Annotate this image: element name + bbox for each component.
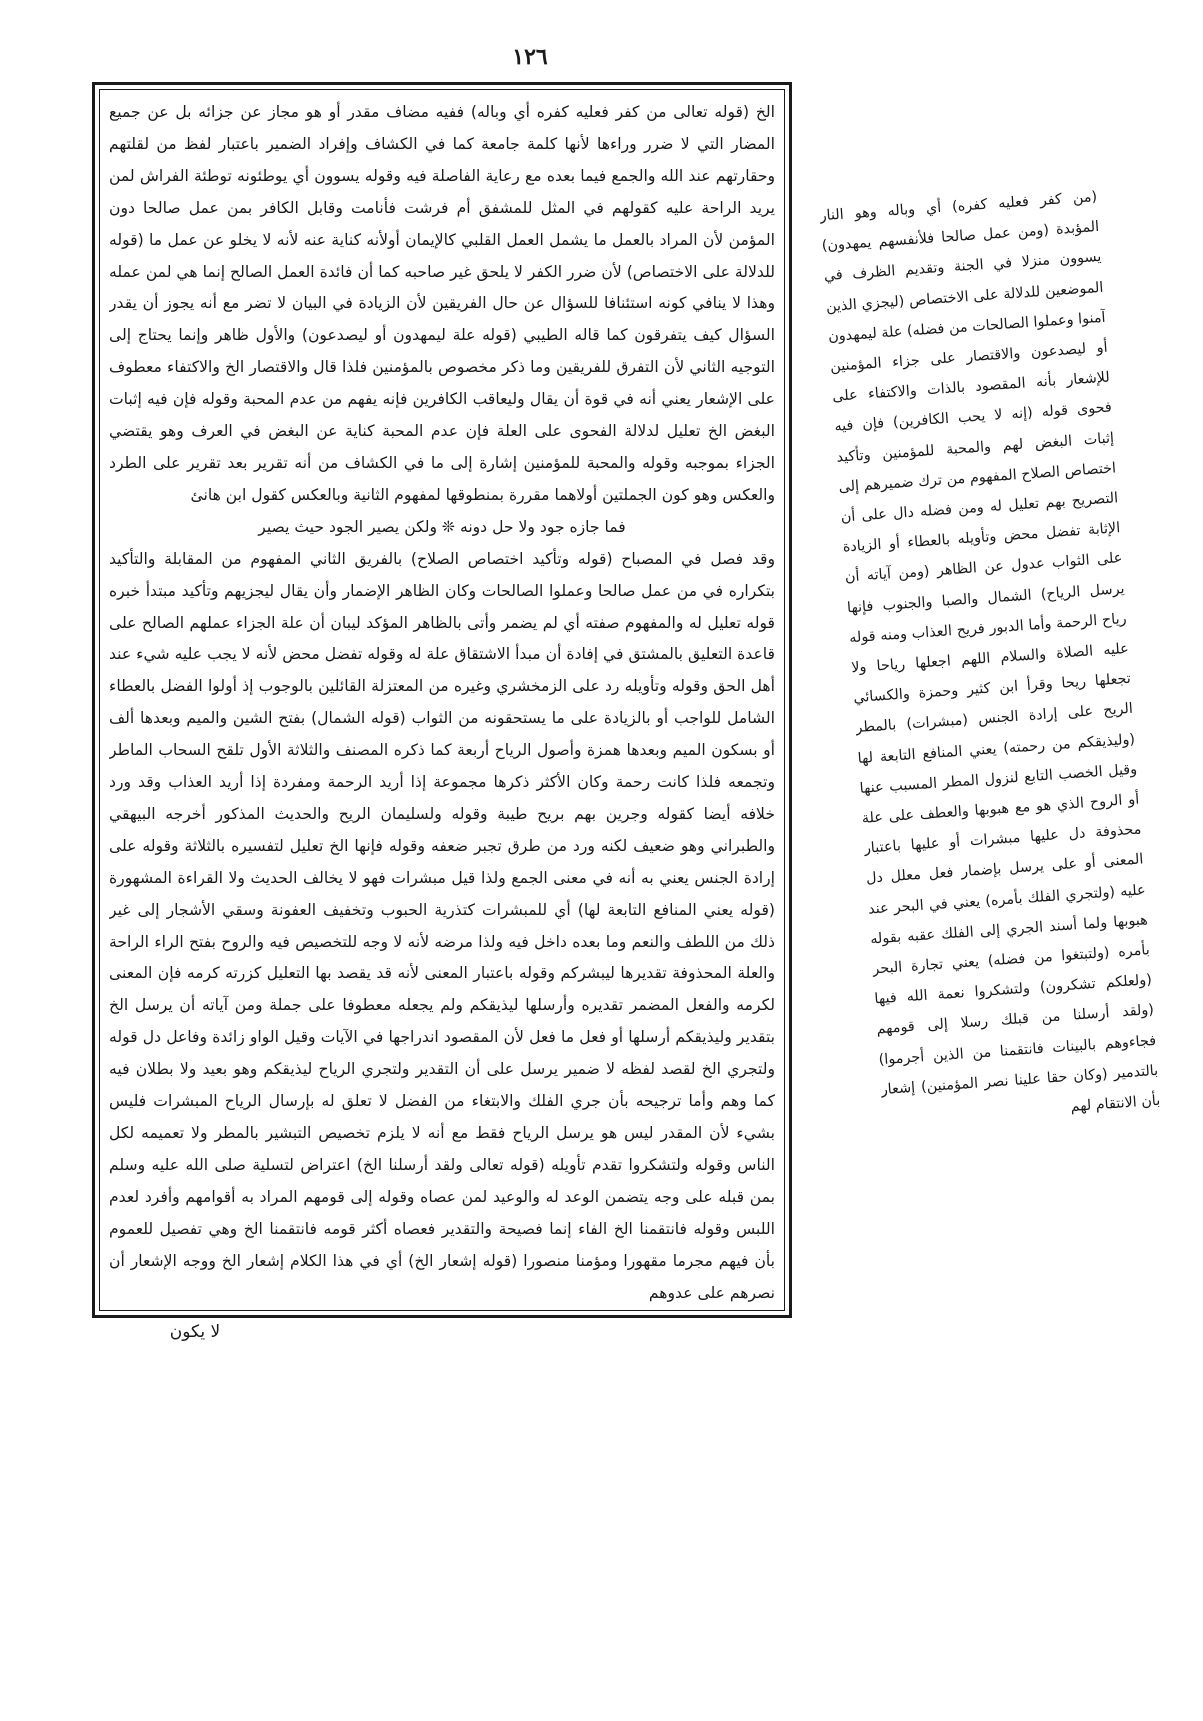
commentary-paragraph-2: وقد فصل في المصباح (قوله وتأكيد اختصاص الصلاح) بالفريق الثاني المفهوم من المقابلة والتأكيد بتكراره في من عمل صالحا وعملوا الصالحات وكان الظاهر الإضمار وأن يقال ليجزيهم وتأكيد مبتدأ خبره قوله تعليل له والمفهوم صفته أي لم يضمر وأتى بالظاهر المؤكد ليبان أن علة الجزاء عملهم الصالح على قاعدة التعليق بالمشتق في إفادة أن مبدأ الاشتقاق علة له وقوله تفضل محض لأنه لا يجب عليه شيء عند أهل الحق وقوله وتأويله رد على الزمخشري وغيره من المعتزلة القائلين بالوجوب إذ أولوا الفضل بالعطاء الشامل للواجب أو بالزيادة على ما يستحقونه من الثواب (قوله الشمال) بفتح الشين والميم وبعدها ألف أو بسكون الميم وبعدها همزة وأصول الرياح أربعة كما ذكره المصنف والثلاثة الأول تلقح السحاب الماطر وتجمعه فلذا كانت رحمة وكان الأكثر ذكرها مجموعة إذا أريد الرحمة ومفردة إذا أريد العذاب وقد ورد خلافه أيضا كقوله وجرين بهم بريح طيبة وقوله ولسليمان الريح والحديث المذكور أخرجه البيهقي والطبراني وهو ضعيف لكنه ورد من طرق تجبر ضعفه وقوله فإنها الخ تعليل لتفسيره بالثلاثة وقوله على إرادة الجنس يعني به أنه في معنى الجمع ولذا قيل مبشرات فهو لا يخالف الحديث ولا القراءة المشهورة (قوله يعني المنافع التابعة لها) أي للمبشرات كتذرية الحبوب وتخفيف العفونة وسقي الأشجار إلى غير ذلك من اللطف والنعم وما بعده داخل فيه ولذا مرضه لأنه لا وجه للتخصيص فيه والروح بفتح الراء الراحة والعلة المحذوفة تقديرها ليبشركم وقوله باعتبار المعنى لأنه قد يقصد بها التعليل كزرته كرمه فإن المعنى لكرمه والفعل المضمر تقديره وأرسلها ليذيقكم ولم يجعله معطوفا على جملة ومن آياته أن يرسل الخ بتقدير وليذيقكم أرسلها أو فعل ما فعل لأن المقصود اندراجها في الآيات وقيل الواو زائدة وفاعل دل قوله ولتجري الخ لقصد لفظه لا ضمير يرسل على أن التقدير ولتجري الرياح ليذيقكم وهو بعيد ولا بطلان فيه كما وهم وأما ترجيحه بأن جري الفلك والابتغاء من الفضل لا تعلق له بإرسال الرياح المبشرات فليس بشيء لأن المقدر ليس هو يرسل الرياح فقط مع أنه لا يلزم تخصيص التبشير بالمطر ولا تعميمه لكل الناس وقوله ولتشكروا تقدم تأويله (قوله تعالى ولقد أرسلنا الخ) اعتراض لتسلية صلى الله عليه وسلم بمن قبله على وجه يتضمن الوعد له والوعيد لمن عصاه وقوله إلى قومهم المراد به أقوامهم وأفرد لعدم اللبس وقوله فانتقمنا الخ الفاء إنما فصيحة والتقدير فعصاه أكثر قومه فانتقمنا الخ وهي تفصيل للعموم بأن فيهم مجرما مقهورا ومؤمنا منصورا (قوله إشعار الخ) أي في هذا الكلام إشعار الخ ووجه الإشعار أن نصرهم على عدوهم <box>109 549 775 1302</box>
page-number: ١٢٦ <box>512 44 548 70</box>
poetry-verse: فما جازه جود ولا حل دونه ❊ ولكن يصير الجود حيث يصير <box>258 517 626 536</box>
catchword: لا يكون <box>169 1322 221 1342</box>
margin-gloss <box>819 182 1174 1309</box>
commentary-text <box>109 97 775 1303</box>
commentary-frame <box>92 82 792 1318</box>
margin-paragraph-1: (من كفر فعليه كفره) أي وباله وهو النار المؤبدة (ومن عمل صالحا فلأنفسهم يمهدون) يسوون منزلا في الجنة وتقديم الظرف في الموضعين للدلالة على الاختصاص (ليجزي الذين آمنوا وعملوا الصالحات من فضله) علة ليمهدون أو ليصدعون والاقتصار على جزاء المؤمنين للإشعار بأنه المقصود بالذات والاكتفاء على فحوى قوله (إنه لا يحب الكافرين) فإن فيه إثبات البغض لهم والمحبة للمؤمنين وتأكيد اختصاص الصلاح المفهوم من ترك ضميرهم إلى التصريح بهم تعليل له ومن فضله دال على أن الإثابة تفضل محض وتأويله بالعطاء أو الزيادة على الثواب عدول عن الظاهر (ومن آياته أن يرسل الرياح) الشمال والصبا والجنوب فإنها رياح الرحمة وأما الدبور فريح العذاب ومنه قوله عليه الصلاة والسلام اللهم اجعلها رياحا ولا تجعلها ريحا وقرأ ابن كثير وحمزة والكسائي الريح على إرادة الجنس (مبشرات) بالمطر (وليذيقكم من رحمته) يعني المنافع التابعة لها وقيل الخصب التابع لنزول المطر المسبب عنها أو الروح الذي هو مع هبوبها والعطف على علة محذوفة دل عليها مبشرات أو عليها باعتبار المعنى أو على يرسل بإضمار فعل معلل دل عليه (ولتجري الفلك بأمره) يعني في البحر عند هبوبها ولما أسند الجري إلى الفلك عقبه بقوله بأمره (ولتبتغوا من فضله) يعني تجارة البحر (ولعلكم تشكرون) ولتشكروا نعمة الله فيها (ولقد أرسلنا من قبلك رسلا إلى قومهم فجاءوهم بالبينات فانتقمنا من الذين أجرموا) بالتدمير (وكان حقا علينا نصر المؤمنين) إشعار بأن الانتقام لهم <box>819 188 1161 1116</box>
commentary-paragraph-1: الخ (قوله تعالى من كفر فعليه كفره أي وباله) ففيه مضاف مقدر أو هو مجاز عن جزائه بل عن جميع المضار التي لا ضرر وراءها لأنها كلمة جامعة كما في الكشاف وإفراد الضمير باعتبار لفظ من لقلتهم وحقارتهم عند الله والجمع فيما بعده مع رعاية الفاصلة فيه وقوله يسوون أي يوطئونه توطئة الفراش لمن يريد الراحة عليه كقولهم في المثل للمشفق أم فرشت فأنامت وقابل الكافر بمن عمل صالحا دون المؤمن لأن المراد بالعمل ما يشمل العمل القلبي كالإيمان أولأنه كناية عنه لأنه لا يخلو عن عمل ما (قوله للدلالة على الاختصاص) لأن ضرر الكفر لا يلحق غير صاحبه كما أن فائدة العمل الصالح إنما هي لمن عمله وهذا لا ينافي كونه استئنافا للسؤال عن حال الفريقين لأن الزيادة في البيان لا تضر مع أنه يجوز أن يقدر السؤال كيف يتفرقون كما قاله الطيبي (قوله علة ليمهدون أو ليصدعون) والأول ظاهر وإنما يحتاج إلى التوجيه الثاني لأن التفرق للفريقين وما ذكر مخصوص بالمؤمنين فلذا قال والاقتصار الخ والاكتفاء معطوف على الإشعار يعني أنه في قوة أن يقال وليعاقب الكافرين فإنه يفهم من عدم المحبة وقوله فإن فيه إثبات البغض الخ تعليل لدلالة الفحوى على العلة فإن عدم المحبة كناية عن البغض في العرف وهو يقتضي الجزاء بموجبه وقوله والمحبة للمؤمنين إشارة إلى ما في الكشاف من أنه تقرير بعد تقرير على الطرد والعكس وهو كون الجملتين أولاهما مقررة بمنطوقها لمفهوم الثانية وبالعكس كقول ابن هانئ <box>109 103 775 504</box>
